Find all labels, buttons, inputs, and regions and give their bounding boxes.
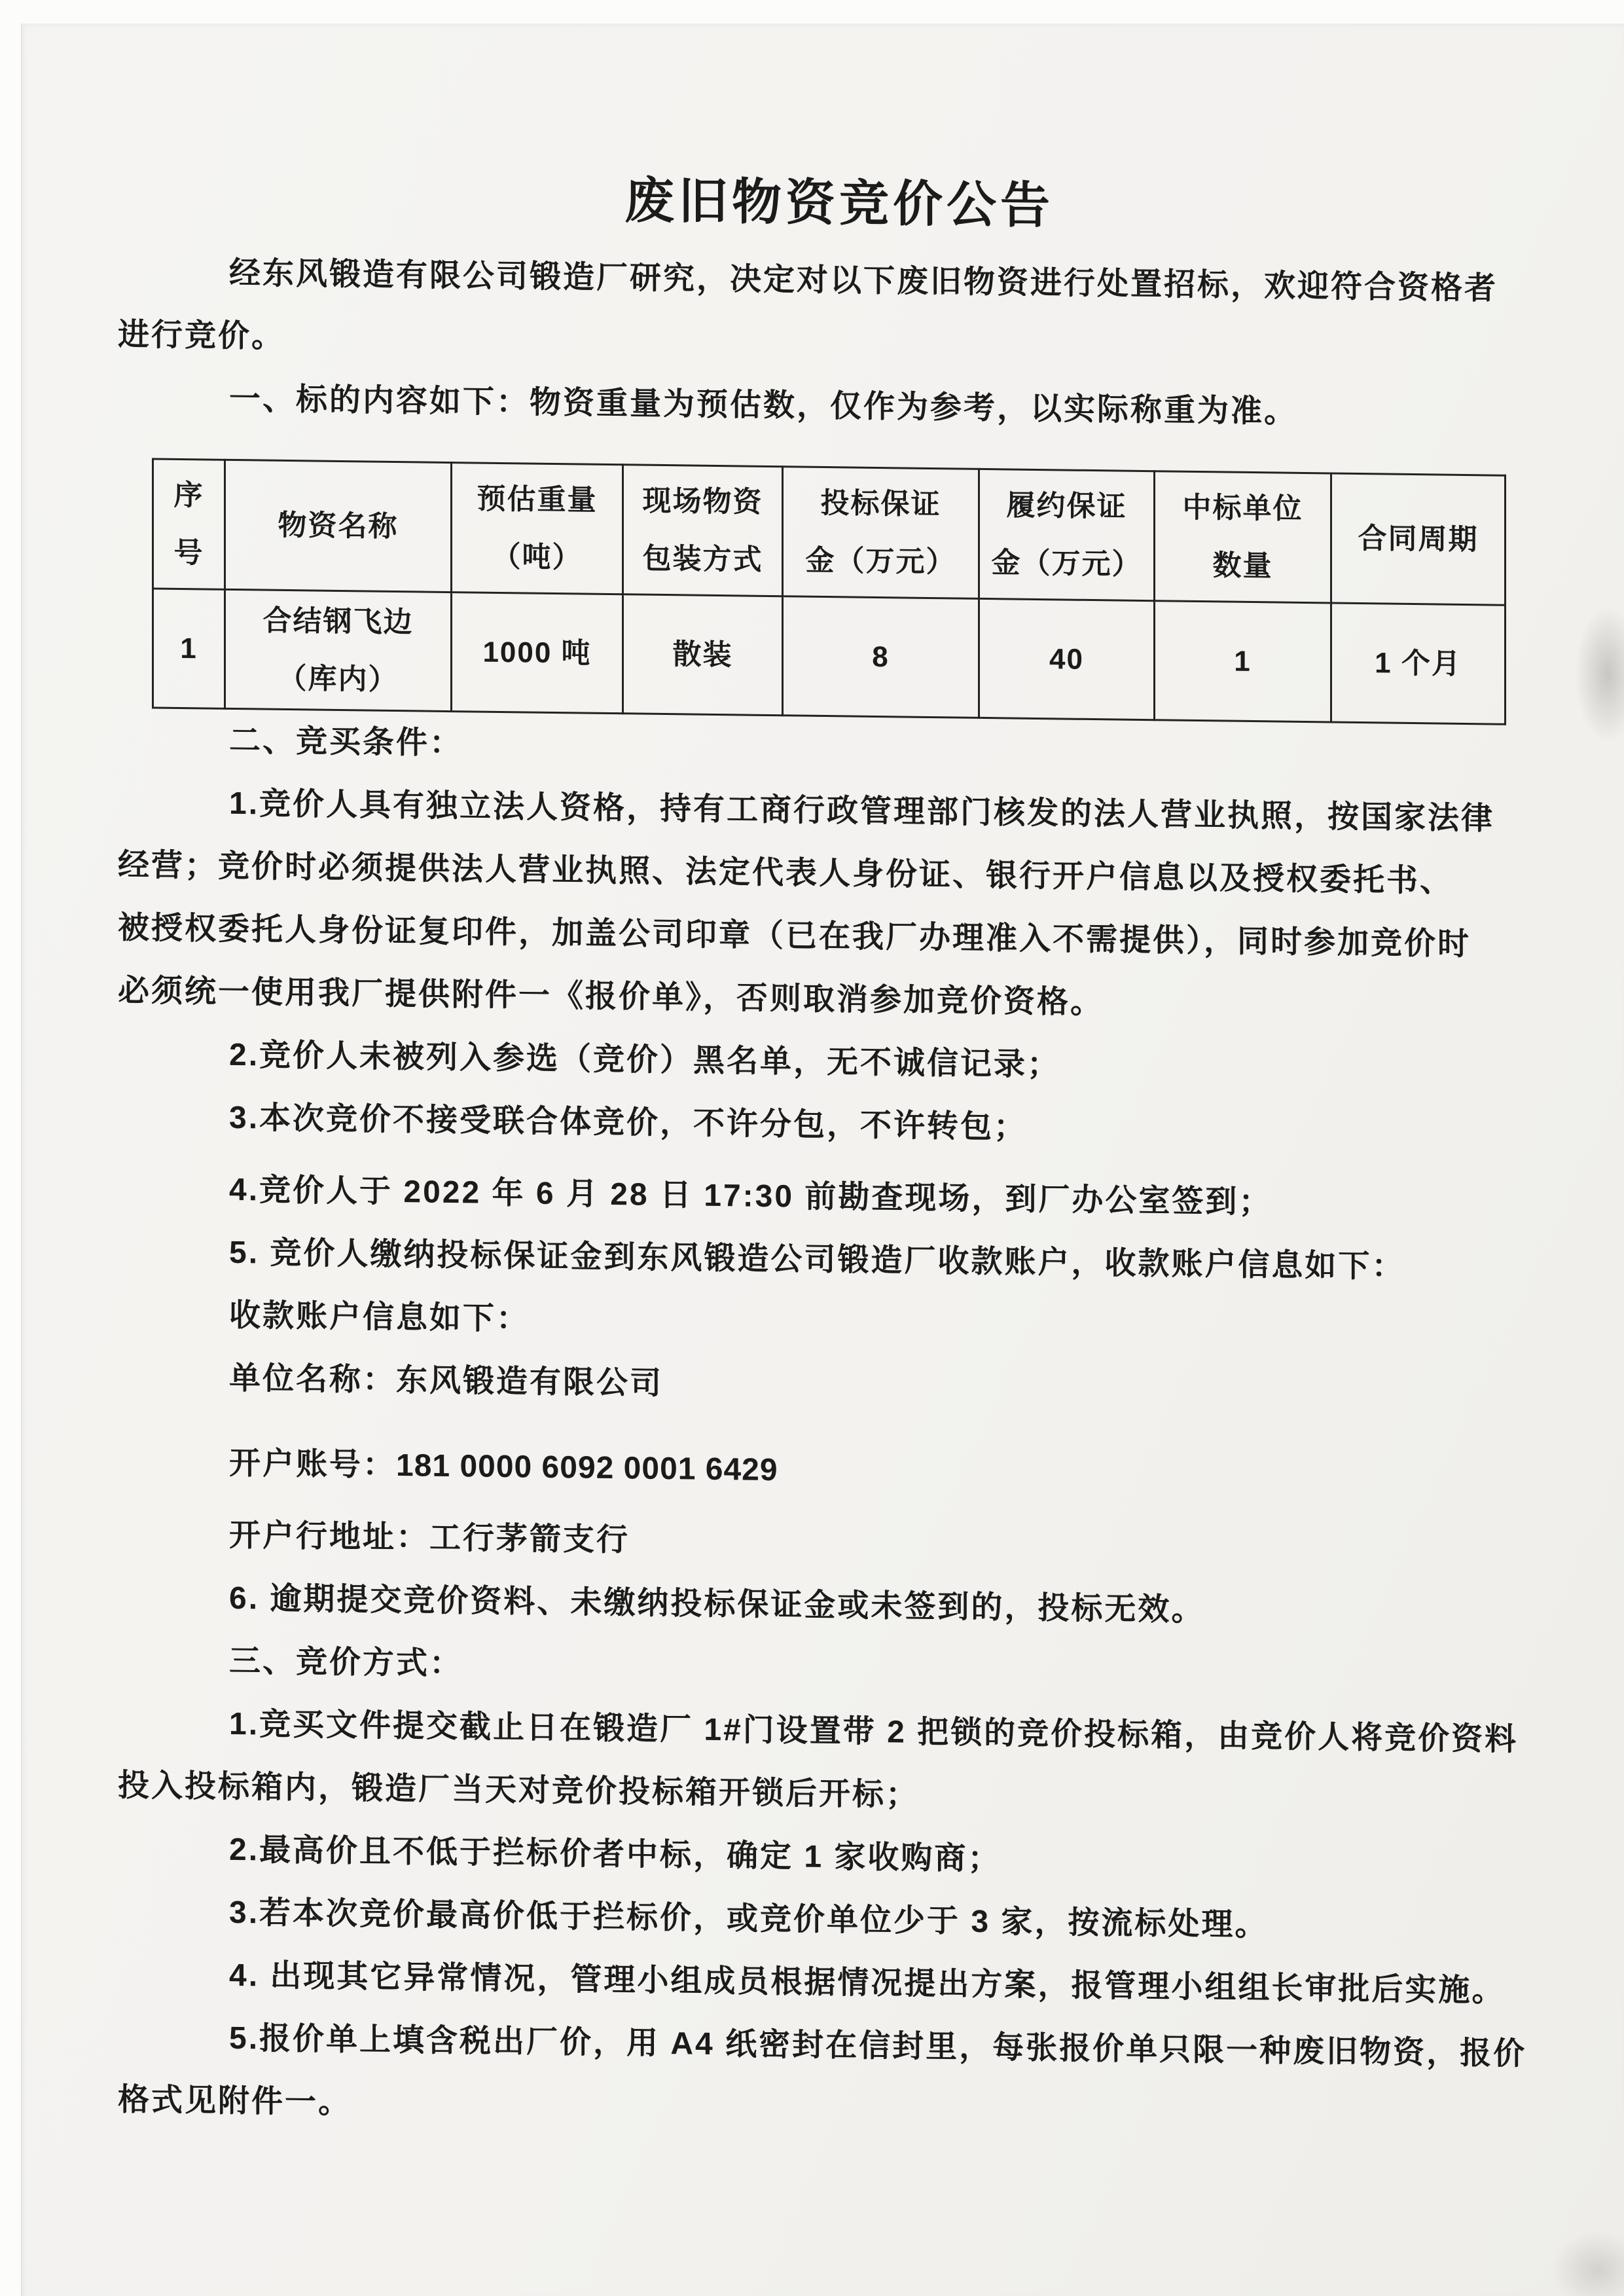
cell-serial-value: 1 <box>180 632 198 665</box>
s2-item1-line4: 必须统一使用我厂提供附件一《报价单》，否则取消参加竞价资格。 <box>118 973 1104 1021</box>
col-header-contract-period-line1: 合同周期 <box>1358 522 1479 556</box>
table-header-row <box>153 459 1506 605</box>
col-header-performance-deposit-line2: 金（万元） <box>991 546 1142 581</box>
s2-item1-line2: 经营；竞价时必须提供法人营业执照、法定代表人身份证、银行开户信息以及授权委托书、 <box>118 847 1454 899</box>
bank-account-label: 开户账号： <box>229 1446 397 1484</box>
s2-item4: 4.竞价人于 2022 年 6 月 28 日 17:30 前勘查现场，到厂办公室签到； <box>229 1172 1272 1220</box>
cell-performance-deposit <box>979 598 1155 720</box>
s2-item3: 3.本次竞价不接受联合体竞价，不许分包，不许转包； <box>229 1100 1028 1145</box>
s2-item2: 2.竞价人未被列入参选（竞价）黑名单，无不诚信记录； <box>229 1037 1061 1083</box>
s2-item1-line3: 被授权委托人身份证复印件，加盖公司印章（已在我厂办理准入不需提供），同时参加竞价时 <box>118 910 1471 962</box>
table-row <box>153 589 1506 724</box>
section3-heading: 三、竞价方式： <box>229 1643 463 1682</box>
col-header-performance-deposit <box>979 469 1155 600</box>
bank-org-label: 单位名称： <box>229 1360 397 1398</box>
cell-serial <box>153 589 225 708</box>
section2-heading: 二、竞买条件： <box>229 723 463 761</box>
col-header-packaging-line2: 包装方式 <box>642 542 763 576</box>
cell-bid-deposit <box>783 596 979 718</box>
col-header-performance-deposit-line1: 履约保证 <box>1006 488 1127 523</box>
cell-estimated-weight <box>452 592 623 714</box>
bank-note: 收款账户信息如下： <box>229 1298 530 1337</box>
s3-item2: 2.最高价且不低于拦标价者中标，确定 1 家收购商； <box>229 1832 1001 1877</box>
s3-item1-line2: 投入投标箱内，锻造厂当天对竞价投标箱开锁后开标； <box>118 1768 920 1813</box>
cell-packaging-value: 散装 <box>672 638 733 671</box>
col-header-bid-deposit-line1: 投标保证 <box>820 486 941 520</box>
col-header-contract-period <box>1331 473 1506 605</box>
col-header-material-name-line1: 物资名称 <box>278 509 399 543</box>
document-content <box>20 0 1527 2149</box>
col-header-bid-deposit <box>783 467 979 599</box>
col-header-material-name <box>225 460 452 592</box>
cell-packaging <box>623 594 783 716</box>
intro-line-1: 经东风锻造有限公司锻造厂研究，决定对以下废旧物资进行处置招标，欢迎符合资格者 <box>229 255 1498 306</box>
cell-estimated-weight-value: 1000 吨 <box>482 636 592 670</box>
page-title: 废旧物资竞价公告 <box>624 173 1054 234</box>
col-header-packaging <box>623 465 783 596</box>
col-header-winner-count-line2: 数量 <box>1212 549 1273 582</box>
lots-table <box>152 458 1506 725</box>
s2-item6: 6. 逾期提交竞价资料、未缴纳投标保证金或未签到的，投标无效。 <box>229 1580 1205 1628</box>
col-header-estimated-weight-line1: 预估重量 <box>477 483 598 517</box>
intro-line-2: 进行竞价。 <box>118 317 285 354</box>
cell-winner-count-value: 1 <box>1234 645 1252 678</box>
col-header-estimated-weight-line2: （吨） <box>492 540 583 574</box>
cell-material-name-line2: （库内） <box>278 662 399 696</box>
s2-item1-line1: 1.竞价人具有独立法人资格，持有工商行政管理部门核发的法人营业执照，按国家法律 <box>229 786 1495 837</box>
s3-item4: 4. 出现其它异常情况，管理小组成员根据情况提出方案，报管理小组组长审批后实施。 <box>229 1958 1506 2009</box>
s3-item3: 3.若本次竞价最高价低于拦标价，或竞价单位少于 3 家，按流标处理。 <box>229 1895 1269 1943</box>
s2-item5: 5. 竞价人缴纳投标保证金到东风锻造公司锻造厂收款账户，收款账户信息如下： <box>229 1235 1405 1285</box>
cell-contract-period-value: 1 个月 <box>1375 646 1462 680</box>
col-header-bid-deposit-line2: 金（万元） <box>805 544 956 578</box>
col-header-winner-count <box>1155 471 1331 603</box>
s3-item1-line1: 1.竞买文件提交截止日在锻造厂 1#门设置带 2 把锁的竞价投标箱，由竞价人将竞价资料 <box>229 1706 1519 1757</box>
col-header-serial-line2: 号 <box>173 536 204 569</box>
s3-item5-line2: 格式见附件一。 <box>118 2082 352 2121</box>
cell-material-name-line1: 合结钢飞边 <box>262 604 414 638</box>
scan-smudge-corner <box>1552 2231 1624 2296</box>
bank-branch-value: 工行茅箭支行 <box>429 1520 630 1558</box>
bank-account-number: 181 0000 6092 0001 6429 <box>396 1448 778 1488</box>
col-header-winner-count-line1: 中标单位 <box>1182 491 1303 525</box>
cell-bid-deposit-value: 8 <box>872 640 890 673</box>
cell-contract-period <box>1331 603 1506 724</box>
section1-heading: 一、标的内容如下：物资重量为预估数，仅作为参考，以实际称重为准。 <box>229 381 1298 429</box>
bank-branch-label: 开户行地址： <box>229 1518 430 1556</box>
s3-item5-line1: 5.报价单上填含税出厂价，用 A4 纸密封在信封里，每张报价单只限一种废旧物资，报价 <box>229 2020 1527 2072</box>
col-header-estimated-weight <box>452 463 623 594</box>
cell-material-name <box>225 589 452 711</box>
cell-winner-count <box>1155 601 1331 722</box>
bank-org-value: 东风锻造有限公司 <box>396 1363 664 1402</box>
cell-performance-deposit-value: 40 <box>1049 642 1084 676</box>
col-header-serial-line1: 序 <box>173 479 204 511</box>
col-header-packaging-line1: 现场物资 <box>642 484 763 519</box>
col-header-serial <box>153 459 225 589</box>
bank-account-line <box>118 1431 1519 1511</box>
scan-smudge <box>1575 606 1624 743</box>
